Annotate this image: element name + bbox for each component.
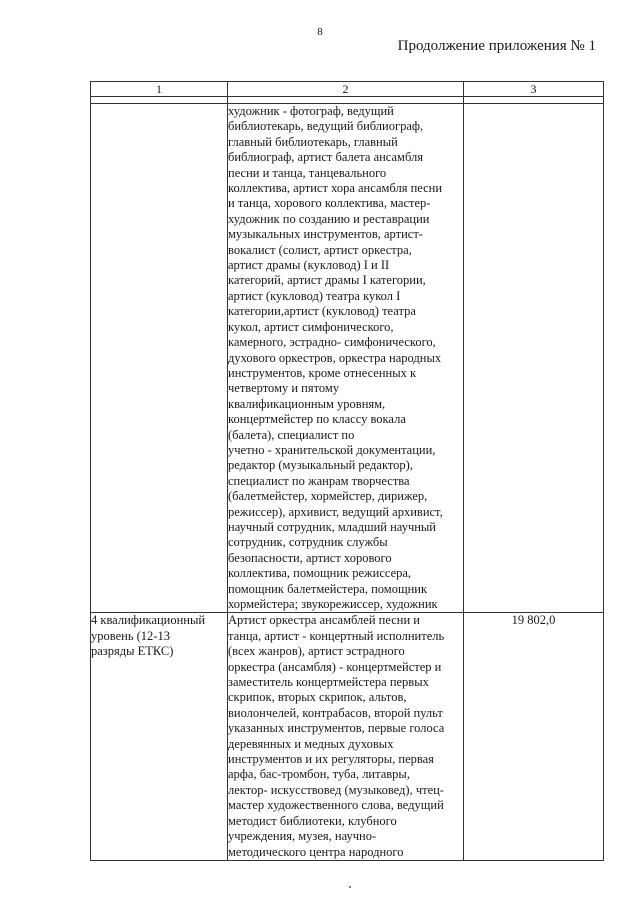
- table-row-continued: [91, 104, 604, 613]
- text-line: (балета), специалист по: [228, 427, 355, 442]
- text-line: категории,артист (кукловод) театра: [228, 304, 416, 319]
- text-line: категорий, артист драмы I категории,: [228, 273, 426, 288]
- text-line: арфа, бас-тромбон, туба, литавры,: [228, 767, 410, 782]
- page-number: 8: [317, 26, 323, 38]
- text-line: камерного, эстрадно- симфонического,: [228, 335, 436, 350]
- text-line: методического центра народного: [228, 844, 404, 859]
- column-header-1: 1: [91, 82, 228, 97]
- text-line: деревянных и медных духовых: [228, 736, 394, 751]
- text-line: разряды ЕТКС): [91, 644, 174, 659]
- positions-cell-continued: [228, 104, 464, 613]
- text-line: 4 квалификационный: [91, 613, 206, 628]
- table-header-row: [91, 82, 604, 97]
- text-line: специалист по жанрам творчества: [228, 473, 410, 488]
- text-line: сотрудник, сотрудник службы: [228, 535, 388, 550]
- text-line: вокалист (солист, артист оркестра,: [228, 242, 412, 257]
- text-line: библиограф, артист балета ансамбля: [228, 150, 423, 165]
- text-line: (всех жанров), артист эстрадного: [228, 644, 405, 659]
- text-line: духового оркестров, оркестра народных: [228, 350, 442, 365]
- text-line: артист (кукловод) театра кукол I: [228, 288, 401, 303]
- text-line: учреждения, музея, научно-: [228, 829, 377, 844]
- text-line: главный библиотекарь, главный: [228, 134, 398, 149]
- column-header-2: 2: [228, 82, 464, 97]
- level-cell-empty: [91, 104, 228, 613]
- text-line: оркестра (ансамбля) - концертмейстер и: [228, 659, 442, 674]
- text-line: помощник балетмейстера, помощник: [228, 581, 428, 596]
- text-line: скрипок, вторых скрипок, альтов,: [228, 690, 407, 705]
- text-line: квалификационным уровням,: [228, 396, 386, 411]
- text-line: научный сотрудник, младший научный: [228, 519, 437, 534]
- salary-value-cell: 19 802,0: [464, 613, 604, 861]
- text-line: инструментов, кроме отнесенных к: [228, 365, 417, 380]
- positions-cell-level-4: [228, 613, 464, 861]
- text-line: танца, артист - концертный исполнитель: [228, 628, 445, 643]
- text-line: коллектива, артист хора ансамбля песни: [228, 181, 443, 196]
- text-line: артист драмы (кукловод) I и II: [228, 258, 390, 273]
- text-line: мастер художественного слова, ведущий: [228, 798, 444, 813]
- text-line: художник по созданию и реставрации: [228, 211, 430, 226]
- text-line: (балетмейстер, хормейстер, дирижер,: [228, 489, 428, 504]
- text-line: и танца, хорового коллектива, мастер-: [228, 196, 431, 211]
- text-line: инструментов и их регуляторы, первая: [228, 752, 434, 767]
- qualification-level-cell: [91, 613, 228, 861]
- table-spacer-row: [91, 97, 604, 104]
- value-cell-empty: [464, 104, 604, 613]
- text-line: методист библиотеки, клубного: [228, 813, 397, 828]
- text-line: заместитель концертмейстера первых: [228, 675, 429, 690]
- salary-table: [90, 81, 604, 861]
- scan-speck: [349, 886, 351, 888]
- text-line: лектор- искусствовед (музыковед), чтец-: [228, 782, 444, 797]
- table-row-level-4: [91, 613, 604, 861]
- text-line: уровень (12-13: [91, 628, 170, 643]
- text-line: виолончелей, контрабасов, второй пульт: [228, 705, 443, 720]
- text-line: кукол, артист симфонического,: [228, 319, 394, 334]
- text-line: учетно - хранительской документации,: [228, 442, 436, 457]
- annex-continuation-title: Продолжение приложения № 1: [397, 38, 596, 54]
- text-line: коллектива, помощник режиссера,: [228, 566, 412, 581]
- text-line: Артист оркестра ансамблей песни и: [228, 613, 420, 628]
- text-line: безопасности, артист хорового: [228, 550, 392, 565]
- text-line: указанных инструментов, первые голоса: [228, 721, 445, 736]
- column-header-3: 3: [464, 82, 604, 97]
- text-line: редактор (музыкальный редактор),: [228, 458, 413, 473]
- text-line: режиссер), архивист, ведущий архивист,: [228, 504, 443, 519]
- text-line: художник - фотограф, ведущий: [228, 104, 394, 118]
- text-line: концертмейстер по классу вокала: [228, 412, 406, 427]
- text-line: песни и танца, танцевального: [228, 165, 387, 180]
- text-line: хормейстера; звукорежиссер, художник: [228, 597, 438, 611]
- text-line: музыкальных инструментов, артист-: [228, 227, 423, 242]
- text-line: четвертому и пятому: [228, 381, 340, 396]
- text-line: библиотекарь, ведущий библиограф,: [228, 119, 424, 134]
